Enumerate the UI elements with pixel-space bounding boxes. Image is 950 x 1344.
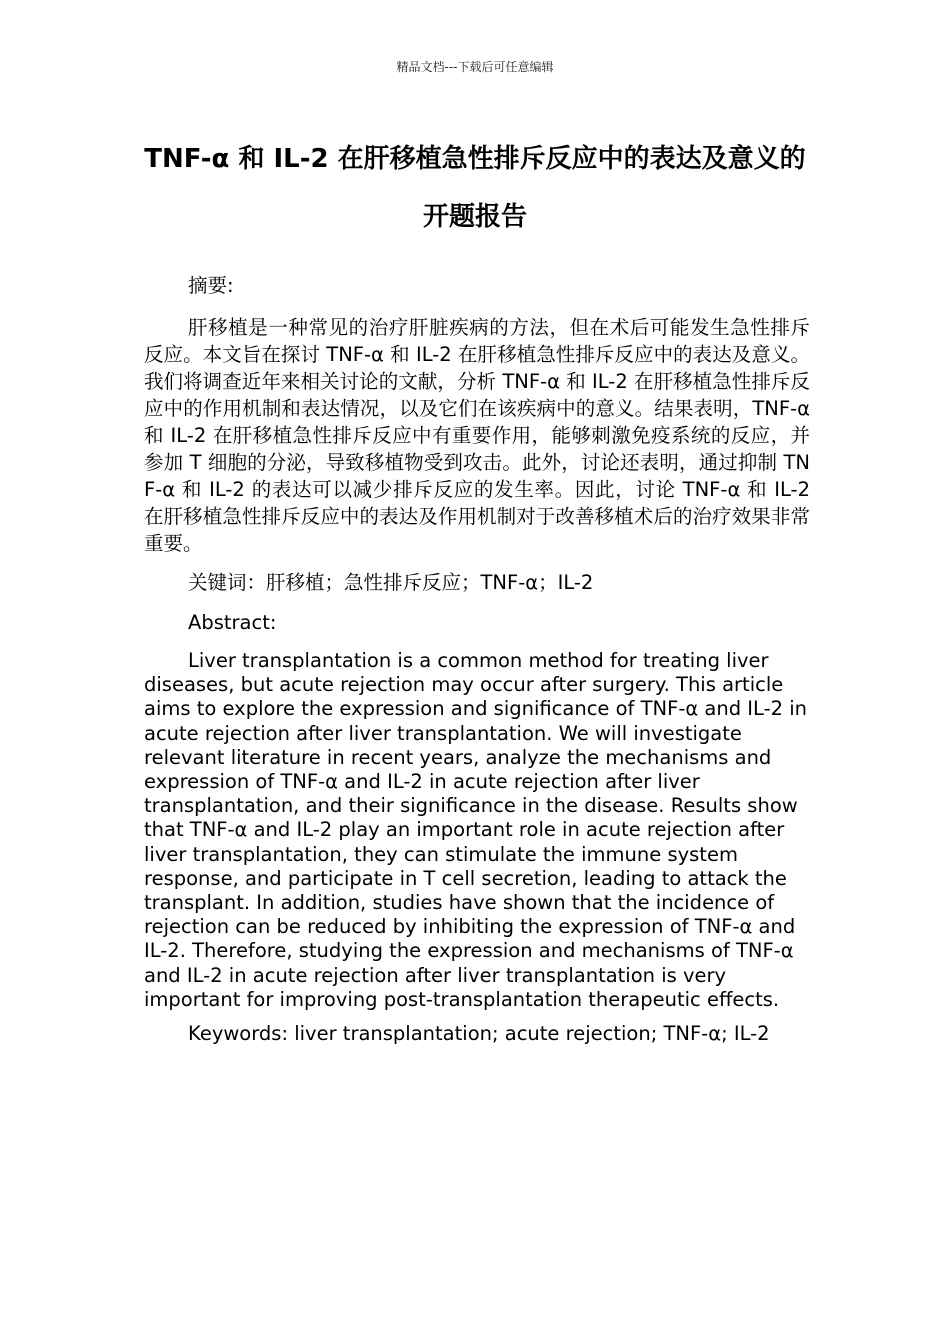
keywords-en: Keywords: liver transplantation; acute rejection; TNF-α; IL-2	[188, 1022, 770, 1046]
abstract-en-label: Abstract:	[188, 611, 277, 634]
abstract-en-text: Liver transplantation is a common method for treating liver diseases, but acute rejection may occur after surgery. This article aims to explore the expression and significance of TNF-α and IL-2 in acute rejection after liver transplantation. We will investigate relevant literature in recent years, analyze the mechanisms and expression of TNF-α and IL-2 in acute rejection after liver transplantation, and their significance in the disease. Results show that TNF-α and IL-2 play an important role in acute rejection after liver transplantation, they can stimulate the immune system response, and participate in T cell secretion, leading to attack the transplant. In addition, studies have shown that the incidence of rejection can be reduced by inhibiting the expression of TNF-α and IL-2. Therefore, studying the expression and mechanisms of TNF-α and IL-2 in acute rejection after liver transplantation is very important for improving post-transplantation therapeutic effects.	[144, 649, 807, 1011]
header-note: 精品文档---下载后可任意编辑	[396, 60, 554, 74]
keywords-cn: 关键词：肝移植；急性排斥反应；TNF-α；IL-2	[188, 571, 594, 594]
document-title: TNF-α 和 IL-2 在肝移植急性排斥反应中的表达及意义的开题报告	[144, 144, 806, 232]
abstract-cn-text: 肝移植是一种常见的治疗肝脏疾病的方法，但在术后可能发生急性排斥反应。本文旨在探讨 TNF-α 和 IL-2 在肝移植急性排斥反应中的表达及意义。我们将调查近年来相关讨论的文献，分析 TNF-α 和 IL-2 在肝移植急性排斥反应中的作用机制和表达情况，以及它们在该疾病中的意义。结果表明，TNF-α 和 IL-2 在肝移植急性排斥反应中有重要作用，能够刺激免疫系统的反应，并参加 T 细胞的分泌，导致移植物受到攻击。此外，讨论还表明，通过抑制 TNF-α 和 IL-2 的表达可以减少排斥反应的发生率。因此，讨论 TNF-α 和 IL-2 在肝移植急性排斥反应中的表达及作用机制对于改善移植术后的治疗效果非常重要。	[144, 316, 810, 555]
document-body	[144, 272, 810, 1046]
abstract-cn-label: 摘要:	[188, 274, 234, 297]
